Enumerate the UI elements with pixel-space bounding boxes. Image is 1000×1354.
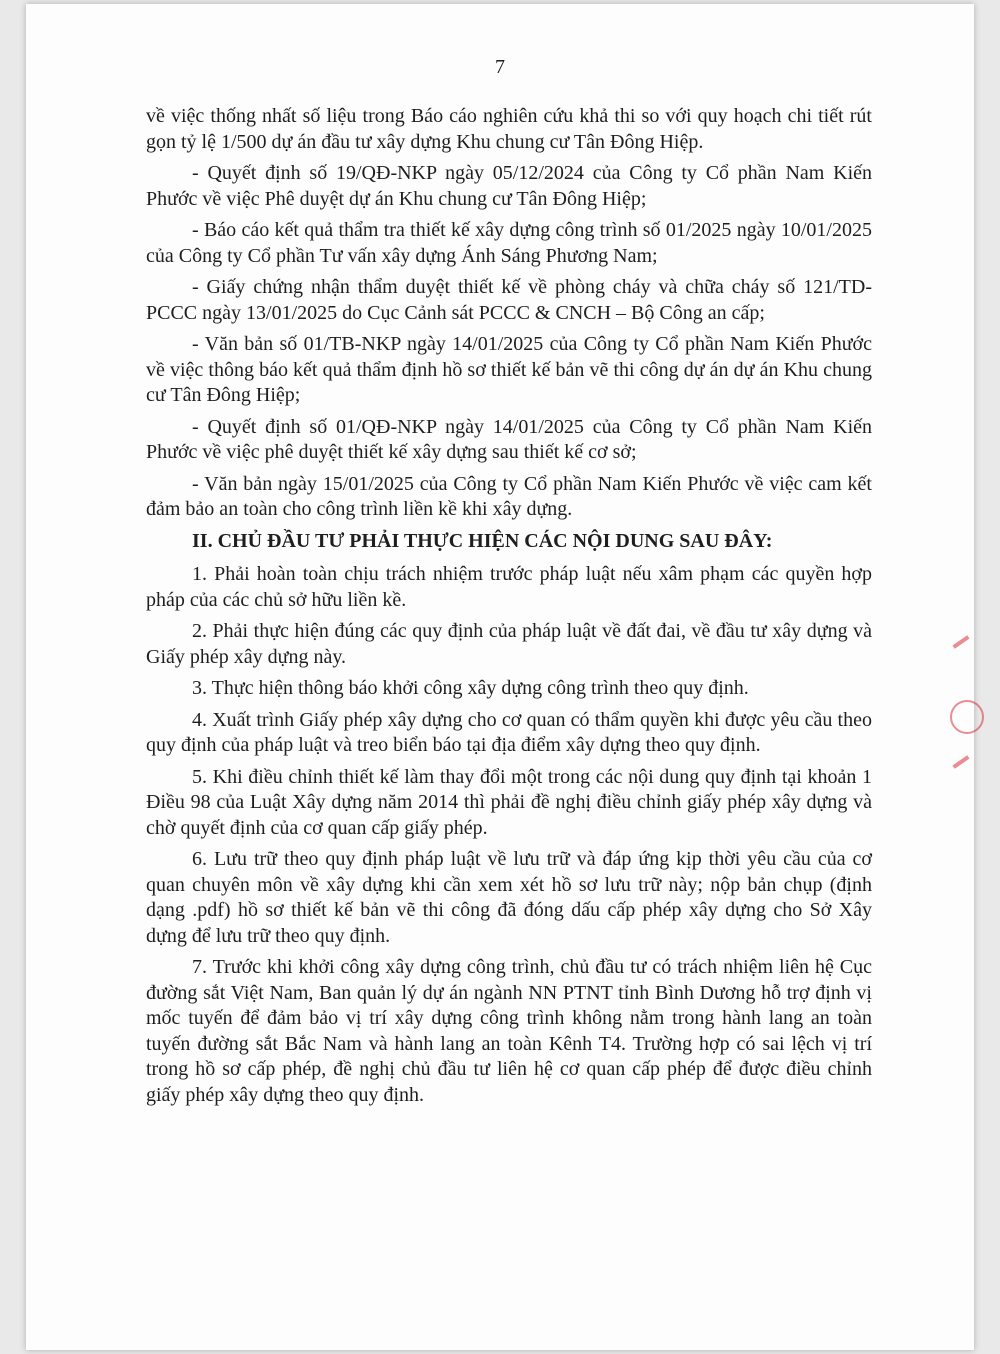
page-number: 7 [495,56,505,78]
obligation-item: 5. Khi điều chỉnh thiết kế làm thay đổi một trong các nội dung quy định tại khoản 1 Điều 98 của Luật Xây dựng năm 2014 thì phải đề nghị điều chỉnh giấy phép xây dựng và chờ quyết định của cơ quan cấp giấy phép. [146,765,872,839]
reference-item: - Quyết định số 19/QĐ-NKP ngày 05/12/2024 của Công ty Cổ phần Nam Kiến Phước về việc Phê duyệt dự án Khu chung cư Tân Đông Hiệp; [146,162,872,210]
paragraph-continuation: về việc thống nhất số liệu trong Báo cáo nghiên cứu khả thi so với quy hoạch chi tiết rút gọn tỷ lệ 1/500 dự án đầu tư xây dựng Khu chung cư Tân Đông Hiệp. [146,105,872,153]
obligation-item: 4. Xuất trình Giấy phép xây dựng cho cơ quan có thẩm quyền khi được yêu cầu theo quy định của pháp luật và treo biển báo tại địa điểm xây dựng theo quy định. [146,708,872,756]
seal-fragment [950,700,984,734]
document-body [146,104,872,1114]
reference-item: - Giấy chứng nhận thẩm duyệt thiết kế về phòng cháy và chữa cháy số 121/TD-PCCC ngày 13/01/2025 do Cục Cảnh sát PCCC & CNCH – Bộ Công an cấp; [146,276,872,324]
obligation-item: 6. Lưu trữ theo quy định pháp luật về lưu trữ và đáp ứng kịp thời yêu cầu của cơ quan chuyên môn về xây dựng khi cần xem xét hồ sơ lưu trữ này; nộp bản chụp (định dạng .pdf) hồ sơ thiết kế bản vẽ thi công đã đóng dấu cấp phép xây dựng cho Sở Xây dựng để lưu trữ theo quy định. [146,848,872,947]
obligation-item: 1. Phải hoàn toàn chịu trách nhiệm trước pháp luật nếu xâm phạm các quyền hợp pháp của các chủ sở hữu liền kề. [146,563,872,611]
reference-item: - Quyết định số 01/QĐ-NKP ngày 14/01/2025 của Công ty Cổ phần Nam Kiến Phước về việc phê duyệt thiết kế xây dựng sau thiết kế cơ sở; [146,415,872,463]
section-heading: II. CHỦ ĐẦU TƯ PHẢI THỰC HIỆN CÁC NỘI DUNG SAU ĐÂY: [192,529,773,552]
reference-item: - Văn bản số 01/TB-NKP ngày 14/01/2025 của Công ty Cổ phần Nam Kiến Phước về việc thông báo kết quả thẩm định hồ sơ thiết kế bản vẽ thi công dự án dự án Khu chung cư Tân Đông Hiệp; [146,333,872,406]
reference-item: - Văn bản ngày 15/01/2025 của Công ty Cổ phần Nam Kiến Phước về việc cam kết đảm bảo an toàn cho công trình liền kề khi xây dựng. [146,472,872,520]
obligation-item: 2. Phải thực hiện đúng các quy định của pháp luật về đất đai, về đầu tư xây dựng và Giấy phép xây dựng này. [146,620,872,668]
reference-item: - Báo cáo kết quả thẩm tra thiết kế xây dựng công trình số 01/2025 ngày 10/01/2025 của Công ty Cổ phần Tư vấn xây dựng Ánh Sáng Phương Nam; [146,219,872,267]
obligation-item: 7. Trước khi khởi công xây dựng công trình, chủ đầu tư có trách nhiệm liên hệ Cục đường sắt Việt Nam, Ban quản lý dự án ngành NN PTNT tỉnh Bình Dương hỗ trợ định vị mốc tuyến để đảm bảo vị trí xây dựng công trình không nằm trong hành lang an toàn tuyến đường sắt Bắc Nam và hành lang an toàn Kênh T4. Trường hợp có sai lệch vị trí trong hồ sơ cấp phép, đề nghị chủ đầu tư liên hệ cơ quan cấp phép để được điều chỉnh giấy phép xây dựng theo quy định. [146,956,872,1106]
obligation-item: 3. Thực hiện thông báo khởi công xây dựng công trình theo quy định. [192,677,749,699]
